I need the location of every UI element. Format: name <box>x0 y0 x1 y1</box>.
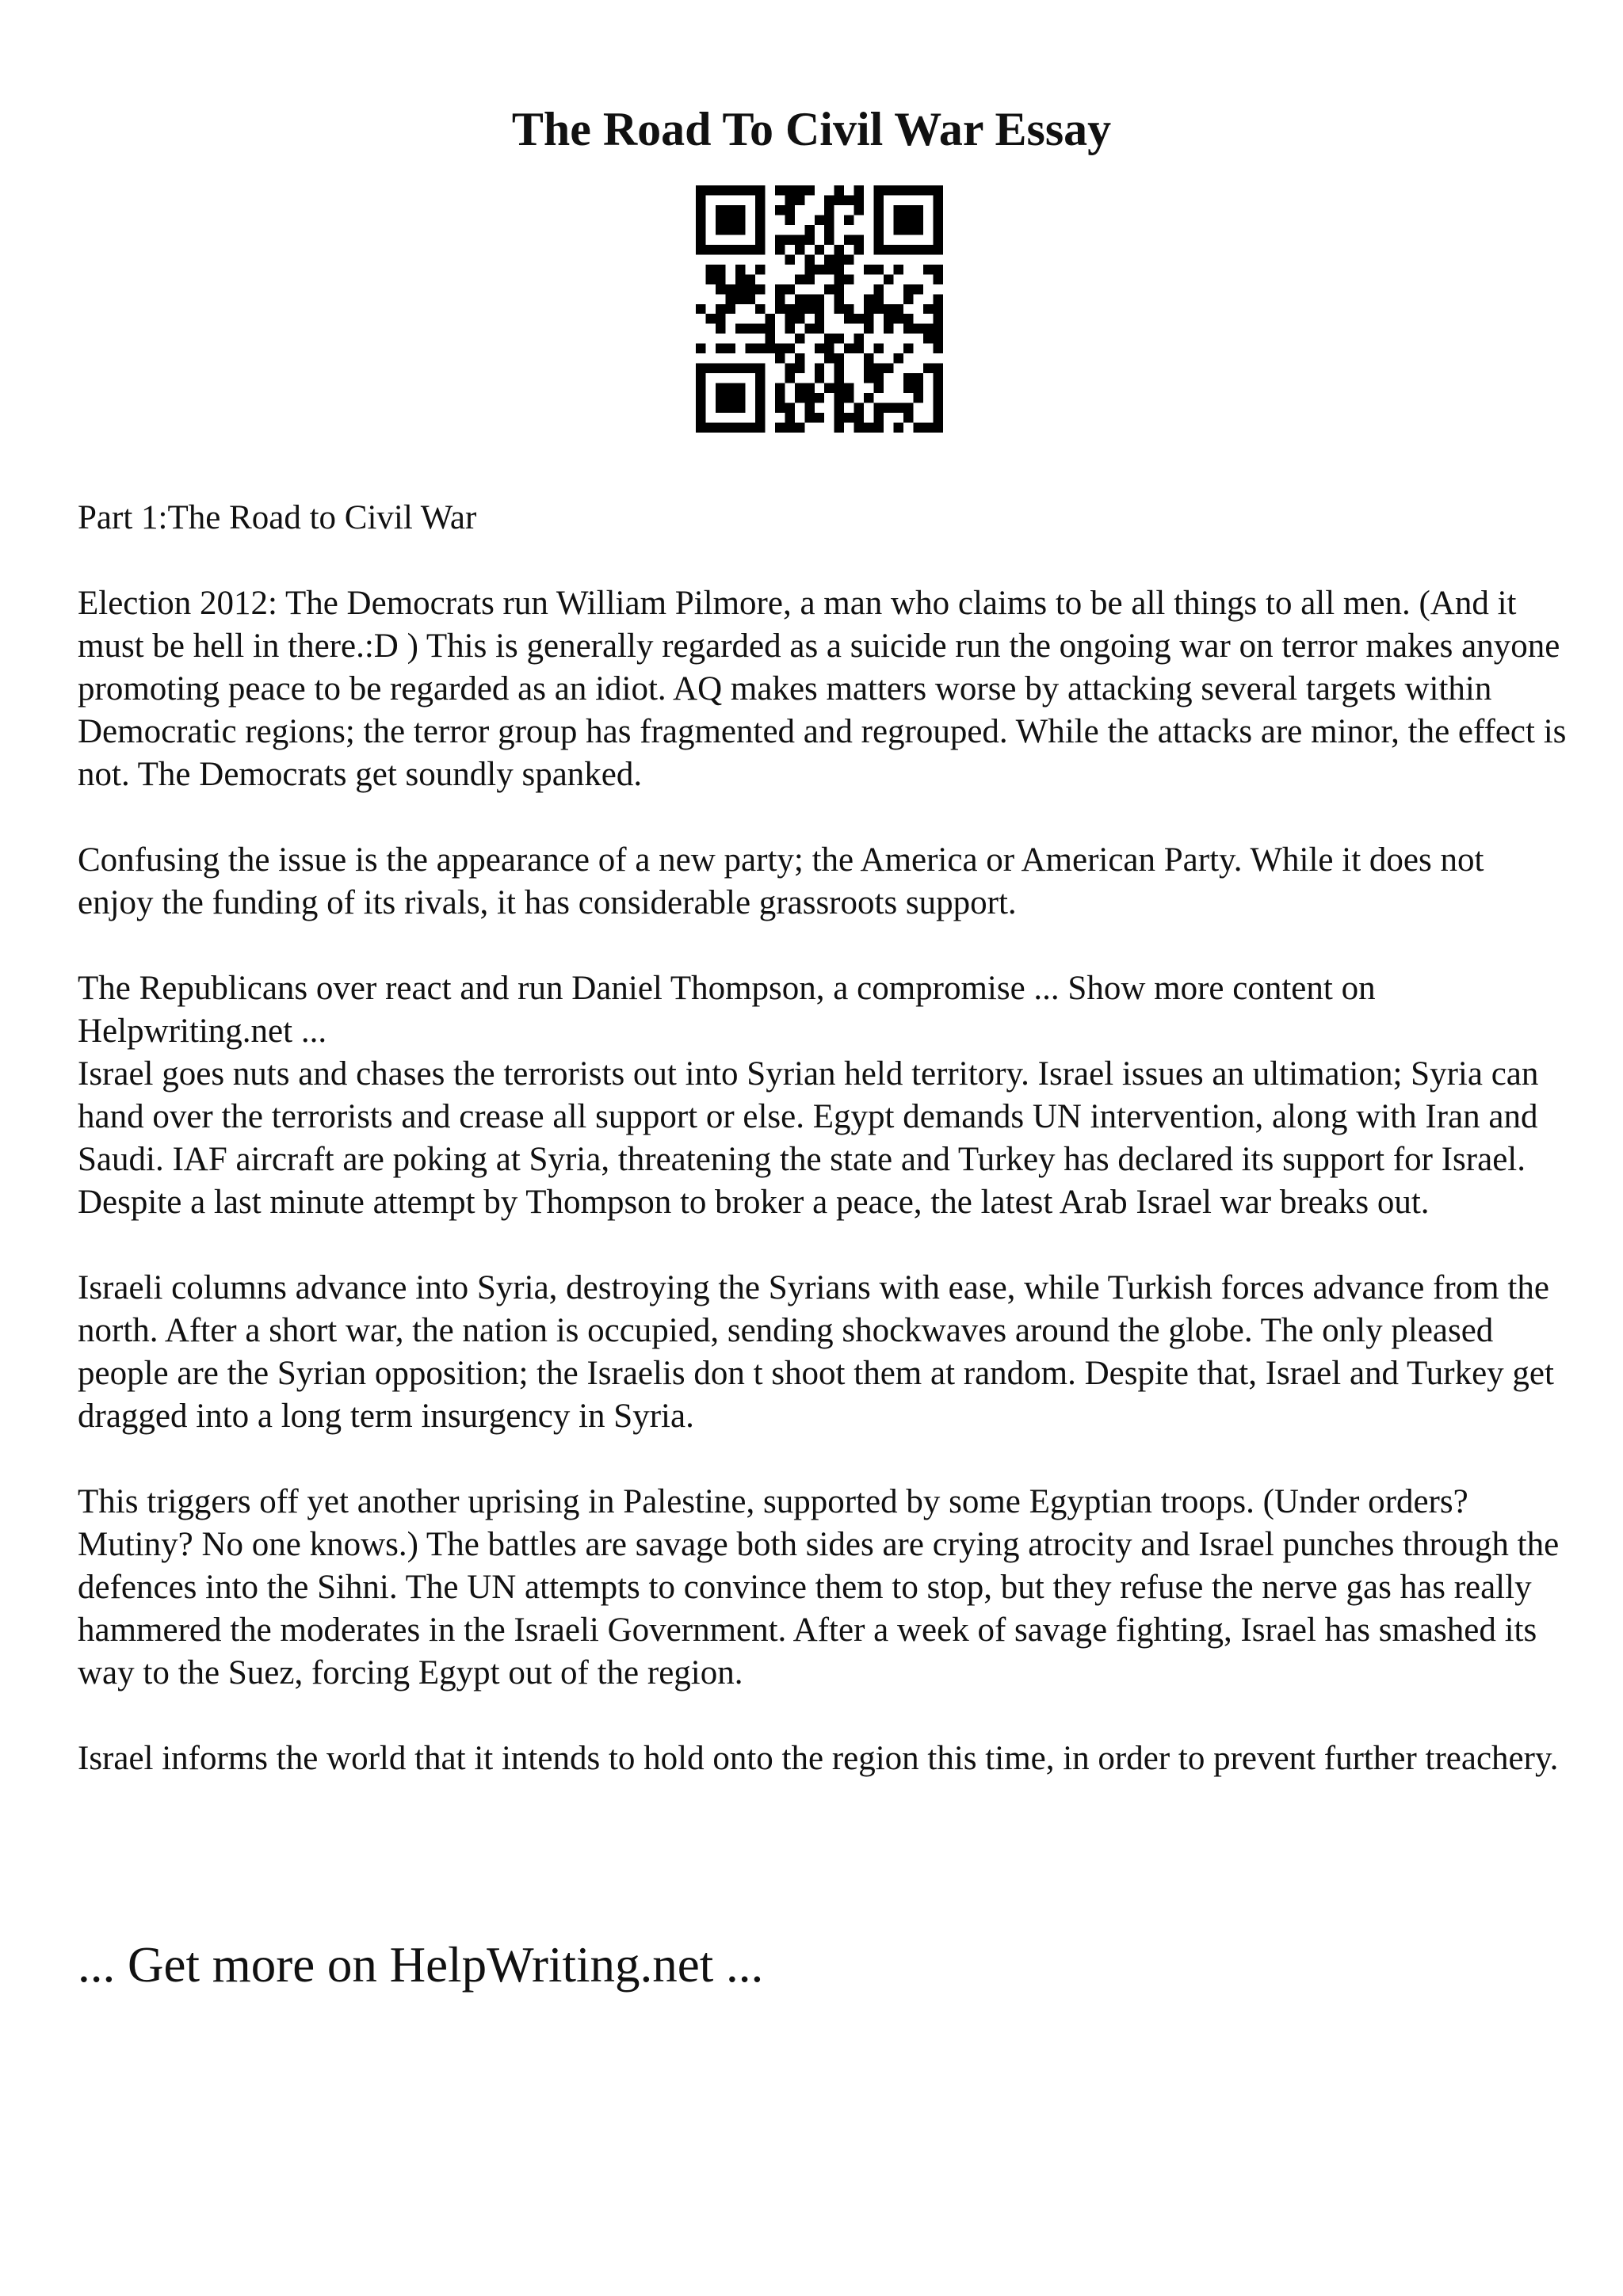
paragraph: Election 2012: The Democrats run William Pilmore, a man who claims to be all things to all men. (And it must be hell in there.:D ) This is generally regarded as a suicide run the ongoing war on terror makes anyone promoting peace to be regarded as an idiot. AQ makes matters worse by attacking several targets within Democratic regions; the terror group has fragmented and regrouped. While the attacks are minor, the effect is not. The Democrats get soundly spanked. <box>78 585 1567 793</box>
document-title: The Road To Civil War Essay <box>511 103 1112 155</box>
paragraph: Israel informs the world that it intends to hold onto the region this time, in order to prevent further treachery. <box>78 1740 1559 1777</box>
paragraph: Israeli columns advance into Syria, destroying the Syrians with ease, while Turkish forces advance from the north. After a short war, the nation is occupied, sending shockwaves around the globe. The only pleased people are the Syrian opposition; the Israelis don t shoot them at random. Despite that, Israel and Turkey get dragged into a long term insurgency in Syria. <box>78 1269 1554 1435</box>
qr-code-icon <box>696 185 943 433</box>
paragraph: Israel goes nuts and chases the terrorists out into Syrian held territory. Israel issues an ultimation; Syria can hand over the terrorists and crease all support or else. Egypt demands UN intervention, along with Iran and Saudi. IAF aircraft are poking at Syria, threatening the state and Turkey has declared its support for Israel. Despite a last minute attempt by Thompson to broker a peace, the latest Arab Israel war breaks out. <box>78 1055 1539 1221</box>
paragraph: Confusing the issue is the appearance of a new party; the America or American Party. While it does not enjoy the funding of its rivals, it has considerable grassroots support. <box>78 841 1484 921</box>
get-more-link[interactable]: ... Get more on HelpWriting.net ... <box>78 1937 764 1993</box>
paragraph: This triggers off yet another uprising in Palestine, supported by some Egyptian troops. (Under orders? Mutiny? No one knows.) The battles are savage both sides are crying atrocity and Israel punches through the defences into the Sihni. The UN attempts to convince them to stop, but they refuse the nerve gas has really hammered the moderates in the Israeli Government. After a week of savage fighting, Israel has smashed its way to the Suez, forcing Egypt out of the region. <box>78 1483 1560 1691</box>
paragraph: The Republicans over react and run Daniel Thompson, a compromise ... Show more content on Helpwriting.net ... <box>78 970 1376 1050</box>
paragraph-heading: Part 1:The Road to Civil War <box>78 499 477 536</box>
essay-body <box>78 497 1568 1823</box>
